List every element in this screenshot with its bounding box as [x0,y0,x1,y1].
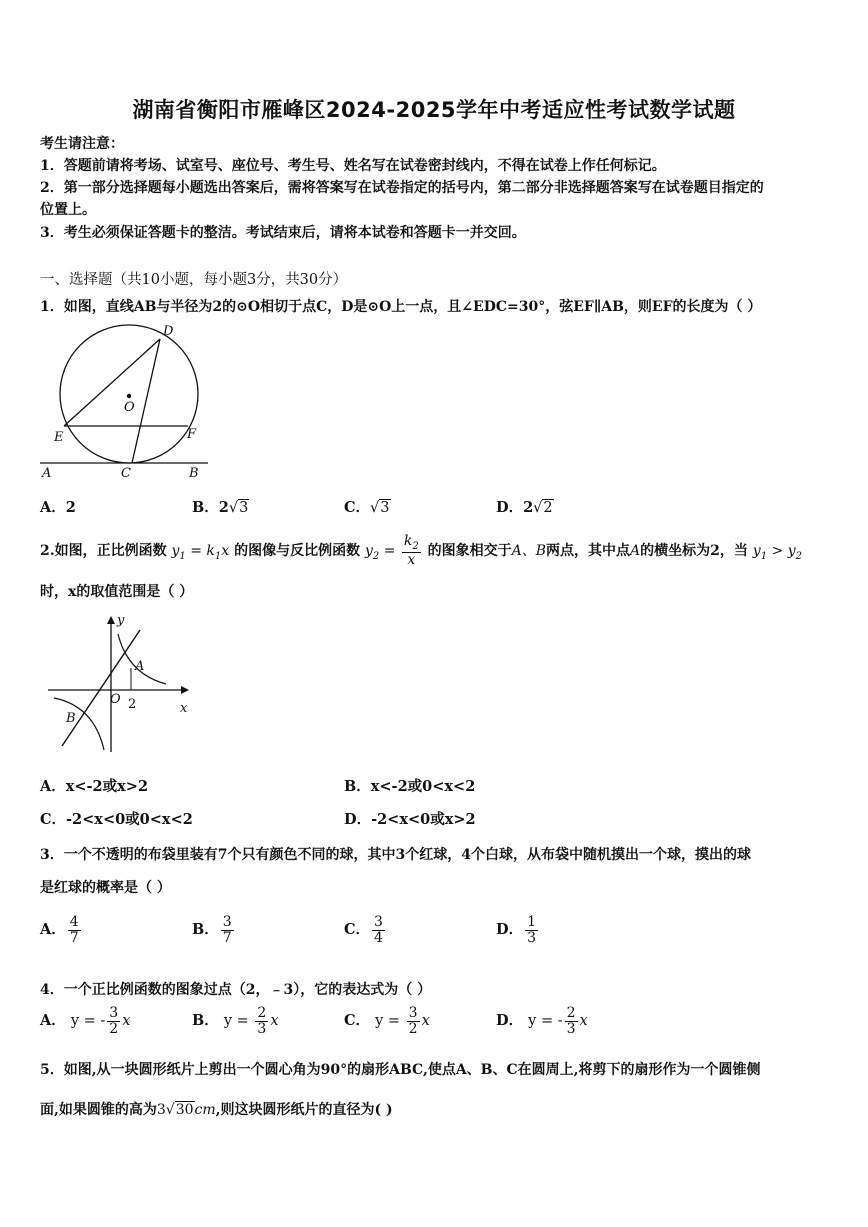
label-o: O [124,400,135,415]
section-heading: 一、选择题（共10小题，每小题3分，共30分） [40,272,348,288]
question-2-text-cont: 时，x的取值范围是（ ） [40,584,194,600]
q2-option-c[interactable]: C．-2<x<0或0<x<2 [40,811,193,828]
q4-option-b[interactable]: B． y = $\frac{2}{3}$ x [192,1005,279,1037]
q3-option-a[interactable]: A． $\frac{4}{7}$ [40,914,79,946]
question-3-text: 3．一个不透明的布袋里装有7个只有颜色不同的球，其中3个红球，4个白球，从布袋中随机摸出一个球，摸出的球 [40,847,751,863]
question-2-figure [44,610,204,760]
notice-item-2-cont: 位置上。 [40,202,96,218]
notice-item-1: 1．答题前请将考场、试室号、座位号、考生号、姓名写在试卷密封线内，不得在试卷上作任何标记。 [40,158,666,174]
direct-proportion-line [62,630,140,746]
q3-option-c[interactable]: C． $\frac{3}{4}$ [344,914,383,946]
x-axis-arrow [181,686,189,694]
q4-option-a[interactable]: A． y = - $\frac{3}{2}$ x [40,1005,131,1037]
q4-option-c[interactable]: C． y = $\frac{3}{2}$ x [344,1005,430,1037]
y-axis-arrow [107,616,115,624]
label-a: A [42,466,52,481]
q1-option-b[interactable]: B．2√3 [192,499,249,516]
q2-option-b[interactable]: B．x<-2或0<x<2 [344,778,476,795]
q1-option-d[interactable]: D．2√2 [496,499,553,516]
label-c: C [121,466,131,481]
page-title: 湖南省衡阳市雁峰区2024-2025学年中考适应性考试数学试题 [132,98,736,122]
segment-ed [64,339,160,426]
hyperbola-branch-2 [54,698,104,750]
label-e: E [54,430,64,445]
label-d: D [163,324,174,339]
q1-option-a[interactable]: A．2 [40,499,76,516]
question-4-text: 4．一个正比例函数的图象过点（2，﹣3），它的表达式为（ ） [40,982,432,998]
question-5-text: 5．如图,从一块圆形纸片上剪出一个圆心角为90°的扇形ABC,使点A、B、C在圆周上,将剪下的扇形作为一个圆锥侧 [40,1062,761,1078]
label-y: y [117,613,125,628]
label-b: B [66,711,76,726]
label-a: A [135,659,145,674]
notice-item-2: 2．第一部分选择题每小题选出答案后，需将答案写在试卷指定的括号内，第二部分非选择题答案写在试卷题目指定的 [40,180,764,196]
question-2-text: 2.如图，正比例函数 $y_1 = k_1x$ 的图像与反比例函数 $y_2$ = $\frac{k_2}{x}$ 的图象相交于A、B两点，其中点A的横坐标为2，当 $y_1 > y_2$ [40,533,802,569]
label-x: x [180,701,188,716]
segment-dc [132,339,160,463]
label-2: 2 [128,697,137,712]
center-point [127,394,131,398]
label-f: F [187,427,197,442]
label-b: B [189,466,199,481]
notice-item-3: 3．考生必须保证答题卡的整洁。考试结束后，请将本试卷和答题卡一并交回。 [40,225,526,241]
notice-heading: 考生请注意： [40,136,124,152]
question-1-text: 1．如图，直线AB与半径为2的⊙O相切于点C，D是⊙O上一点，且∠EDC=30°，弦EF∥AB，则EF的长度为（ ） [40,299,762,315]
question-5-text-cont: 面,如果圆锥的高为3√30cm,则这块圆形纸片的直径为( ) [40,1102,393,1118]
q1-option-c[interactable]: C．√3 [344,499,390,516]
q3-option-d[interactable]: D． $\frac{1}{3}$ [496,914,536,946]
q4-option-d[interactable]: D． y = - $\frac{2}{3}$ x [496,1005,588,1037]
q2-option-d[interactable]: D．-2<x<0或x>2 [344,811,476,828]
label-o: O [110,692,121,707]
q3-option-b[interactable]: B． $\frac{3}{7}$ [192,914,232,946]
q2-option-a[interactable]: A．x<-2或x>2 [40,778,149,795]
question-3-text-cont: 是红球的概率是（ ） [40,880,171,896]
question-1-figure [36,318,226,488]
